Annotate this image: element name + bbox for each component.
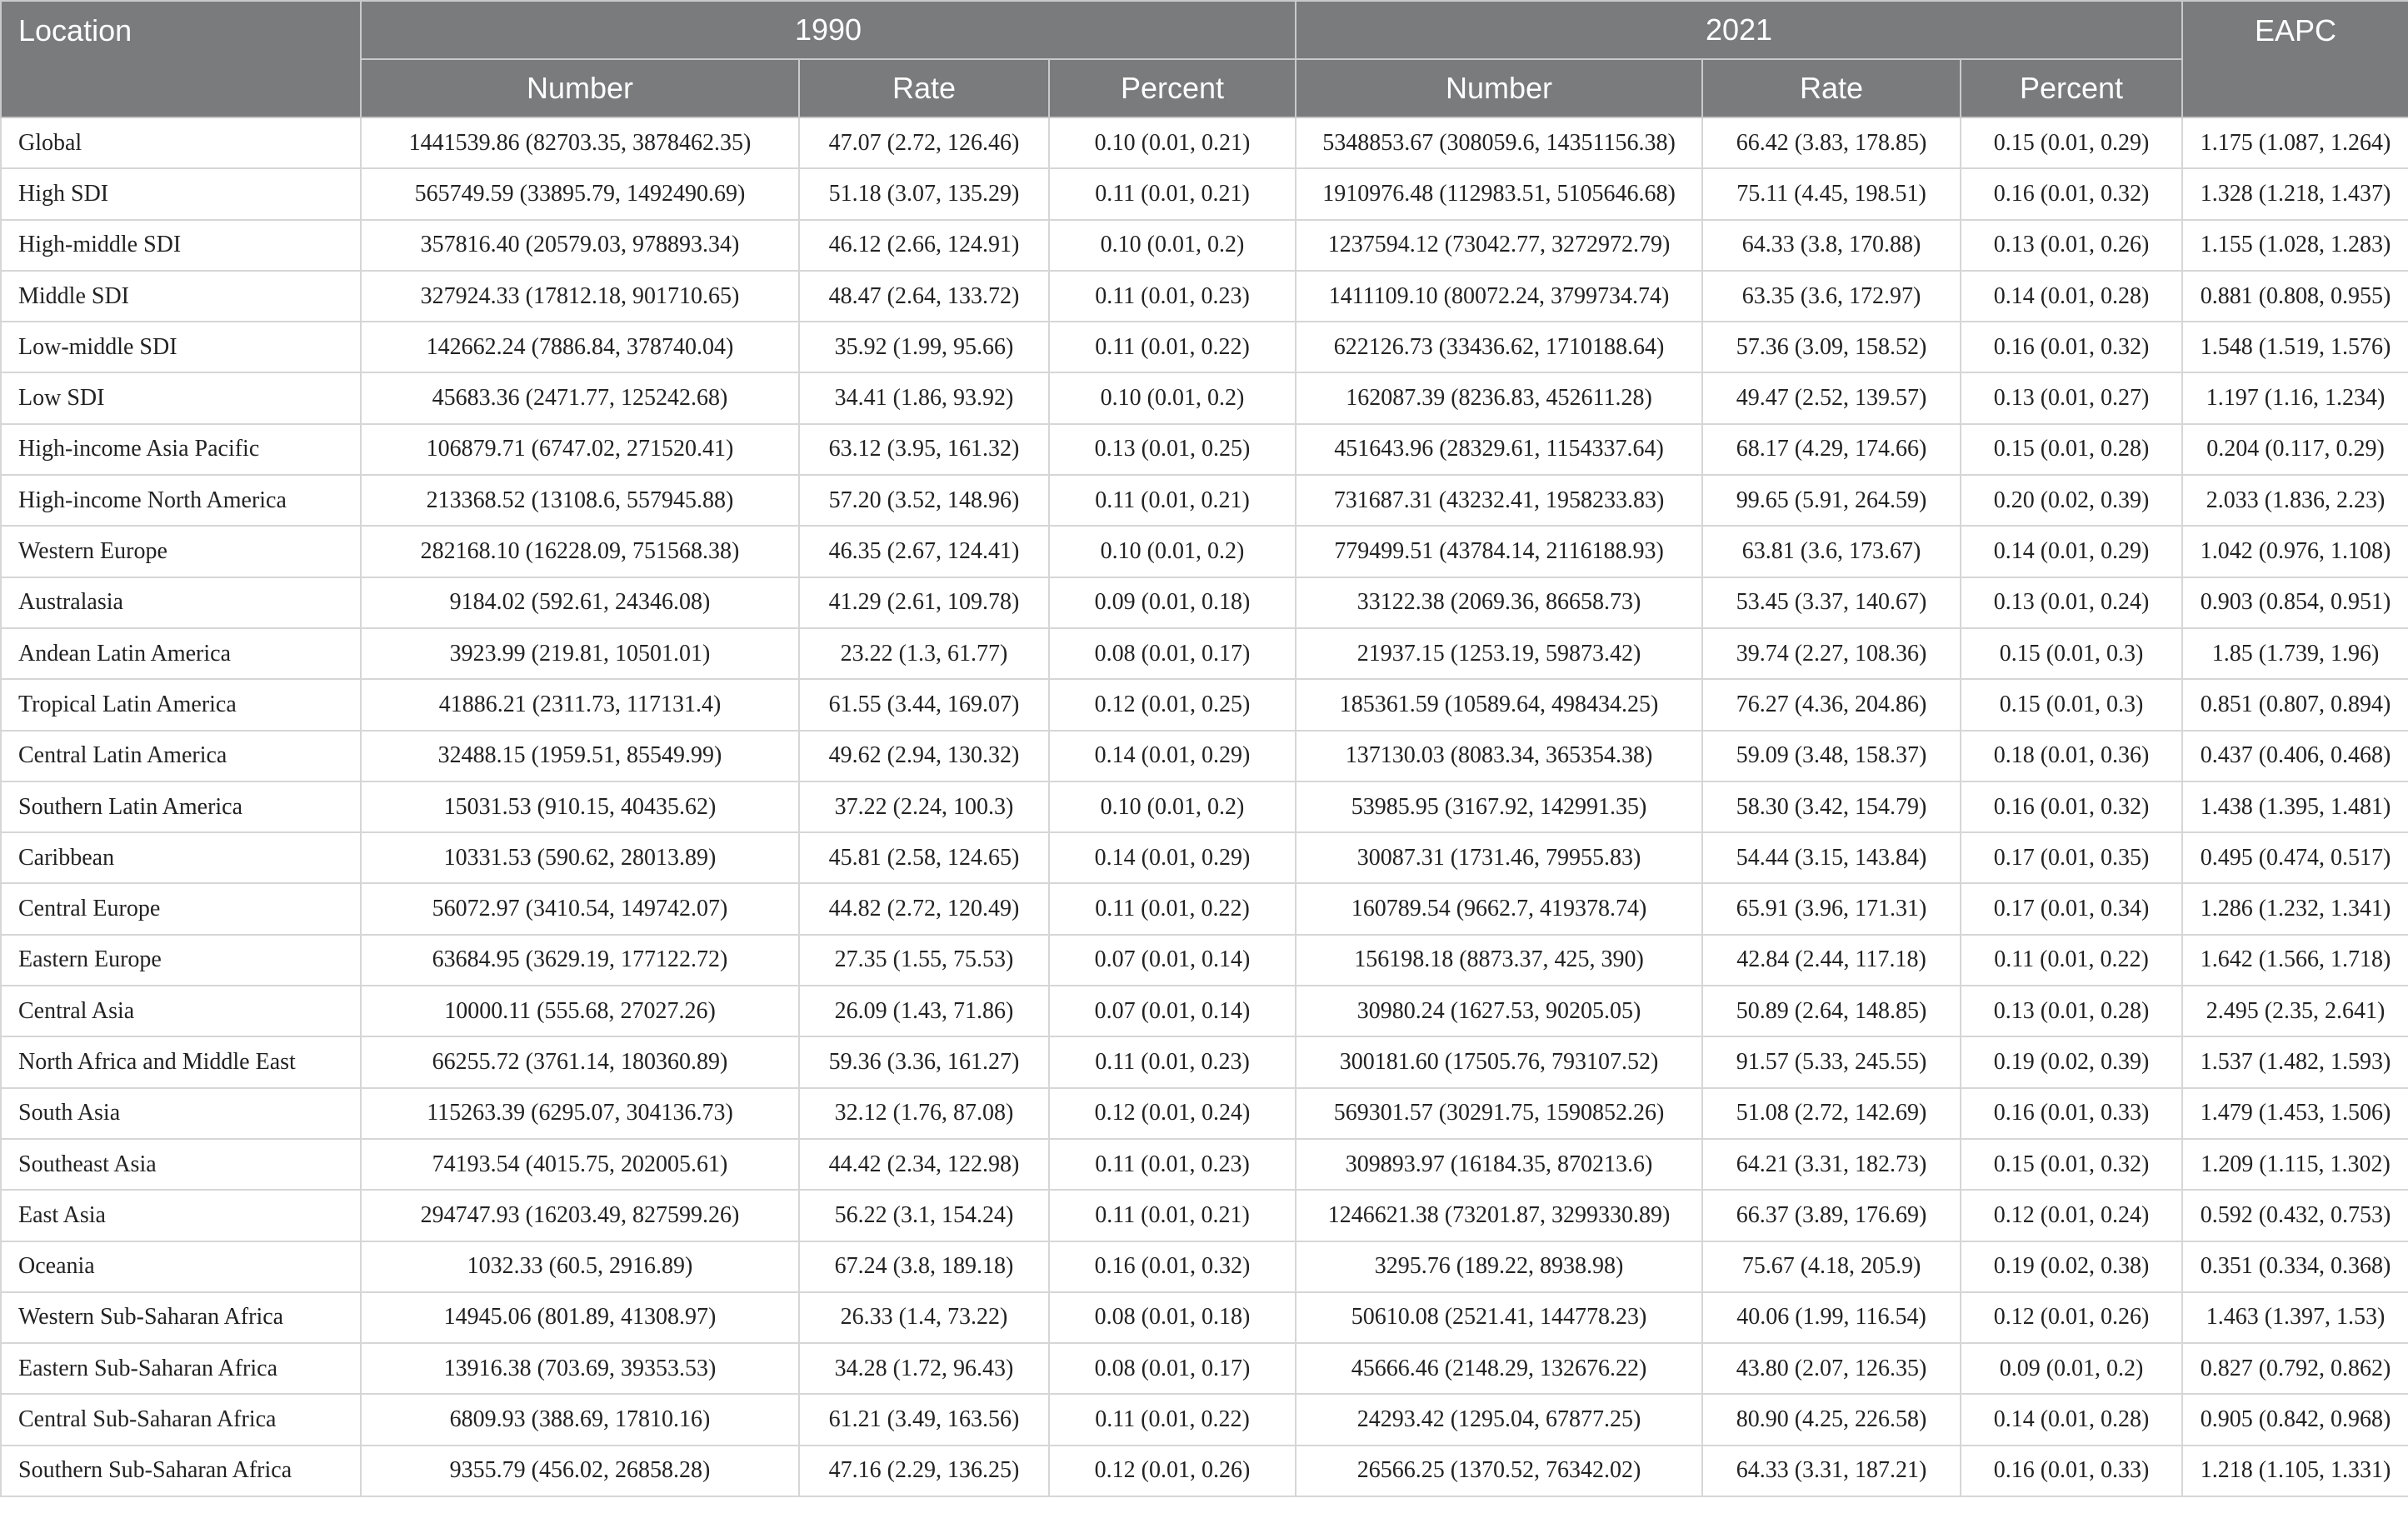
rate-2021-cell: 54.44 (3.15, 143.84) xyxy=(1702,832,1961,883)
location-cell: Western Sub-Saharan Africa xyxy=(1,1292,361,1343)
percent-1990-cell: 0.11 (0.01, 0.23) xyxy=(1049,271,1296,322)
eapc-cell: 0.851 (0.807, 0.894) xyxy=(2182,679,2408,730)
rate-2021-cell: 63.81 (3.6, 173.67) xyxy=(1702,526,1961,577)
percent-1990-cell: 0.14 (0.01, 0.29) xyxy=(1049,832,1296,883)
table-row xyxy=(1,372,2408,423)
rate-2021-cell: 75.67 (4.18, 205.9) xyxy=(1702,1241,1961,1292)
percent-1990-cell: 0.11 (0.01, 0.22) xyxy=(1049,883,1296,934)
header-location: Location xyxy=(1,1,361,117)
rate-2021-cell: 58.30 (3.42, 154.79) xyxy=(1702,781,1961,832)
percent-1990-cell: 0.10 (0.01, 0.2) xyxy=(1049,220,1296,271)
percent-1990-cell: 0.11 (0.01, 0.22) xyxy=(1049,1394,1296,1445)
number-1990-cell: 213368.52 (13108.6, 557945.88) xyxy=(361,475,799,526)
rate-1990-cell: 27.35 (1.55, 75.53) xyxy=(799,935,1049,986)
percent-1990-cell: 0.08 (0.01, 0.17) xyxy=(1049,628,1296,679)
table-row xyxy=(1,475,2408,526)
table-row xyxy=(1,1139,2408,1190)
percent-2021-cell: 0.15 (0.01, 0.3) xyxy=(1961,679,2182,730)
number-1990-cell: 41886.21 (2311.73, 117131.4) xyxy=(361,679,799,730)
location-cell: Central Latin America xyxy=(1,731,361,781)
rate-1990-cell: 47.16 (2.29, 136.25) xyxy=(799,1446,1049,1496)
rate-1990-cell: 34.28 (1.72, 96.43) xyxy=(799,1343,1049,1394)
percent-2021-cell: 0.17 (0.01, 0.35) xyxy=(1961,832,2182,883)
table-row xyxy=(1,1343,2408,1394)
table-row xyxy=(1,322,2408,372)
number-2021-cell: 160789.54 (9662.7, 419378.74) xyxy=(1296,883,1702,934)
percent-2021-cell: 0.20 (0.02, 0.39) xyxy=(1961,475,2182,526)
rate-1990-cell: 41.29 (2.61, 109.78) xyxy=(799,577,1049,628)
table-row xyxy=(1,832,2408,883)
table-row xyxy=(1,526,2408,577)
header-eapc: EAPC xyxy=(2182,1,2408,117)
table-row xyxy=(1,781,2408,832)
number-1990-cell: 282168.10 (16228.09, 751568.38) xyxy=(361,526,799,577)
rate-2021-cell: 43.80 (2.07, 126.35) xyxy=(1702,1343,1961,1394)
number-2021-cell: 1246621.38 (73201.87, 3299330.89) xyxy=(1296,1190,1702,1241)
table-row xyxy=(1,986,2408,1036)
rate-1990-cell: 48.47 (2.64, 133.72) xyxy=(799,271,1049,322)
rate-1990-cell: 57.20 (3.52, 148.96) xyxy=(799,475,1049,526)
location-cell: Central Europe xyxy=(1,883,361,934)
percent-2021-cell: 0.12 (0.01, 0.26) xyxy=(1961,1292,2182,1343)
eapc-cell: 1.286 (1.232, 1.341) xyxy=(2182,883,2408,934)
rate-1990-cell: 35.92 (1.99, 95.66) xyxy=(799,322,1049,372)
rate-2021-cell: 91.57 (5.33, 245.55) xyxy=(1702,1036,1961,1087)
header-year-2021: 2021 xyxy=(1296,1,2182,59)
percent-2021-cell: 0.15 (0.01, 0.32) xyxy=(1961,1139,2182,1190)
eapc-cell: 1.155 (1.028, 1.283) xyxy=(2182,220,2408,271)
rate-1990-cell: 49.62 (2.94, 130.32) xyxy=(799,731,1049,781)
percent-1990-cell: 0.08 (0.01, 0.17) xyxy=(1049,1343,1296,1394)
table-body xyxy=(1,117,2408,1496)
number-2021-cell: 779499.51 (43784.14, 2116188.93) xyxy=(1296,526,1702,577)
table-row xyxy=(1,1088,2408,1139)
location-cell: Southern Latin America xyxy=(1,781,361,832)
rate-1990-cell: 37.22 (2.24, 100.3) xyxy=(799,781,1049,832)
number-2021-cell: 45666.46 (2148.29, 132676.22) xyxy=(1296,1343,1702,1394)
location-cell: Southeast Asia xyxy=(1,1139,361,1190)
rate-2021-cell: 99.65 (5.91, 264.59) xyxy=(1702,475,1961,526)
percent-1990-cell: 0.11 (0.01, 0.23) xyxy=(1049,1139,1296,1190)
rate-1990-cell: 44.82 (2.72, 120.49) xyxy=(799,883,1049,934)
eapc-cell: 0.495 (0.474, 0.517) xyxy=(2182,832,2408,883)
rate-2021-cell: 64.33 (3.31, 187.21) xyxy=(1702,1446,1961,1496)
header-number-1990: Number xyxy=(361,59,799,117)
number-1990-cell: 66255.72 (3761.14, 180360.89) xyxy=(361,1036,799,1087)
location-cell: High-middle SDI xyxy=(1,220,361,271)
number-1990-cell: 13916.38 (703.69, 39353.53) xyxy=(361,1343,799,1394)
eapc-cell: 1.479 (1.453, 1.506) xyxy=(2182,1088,2408,1139)
rate-1990-cell: 51.18 (3.07, 135.29) xyxy=(799,168,1049,219)
rate-1990-cell: 61.21 (3.49, 163.56) xyxy=(799,1394,1049,1445)
percent-2021-cell: 0.16 (0.01, 0.32) xyxy=(1961,781,2182,832)
rate-2021-cell: 50.89 (2.64, 148.85) xyxy=(1702,986,1961,1036)
number-2021-cell: 3295.76 (189.22, 8938.98) xyxy=(1296,1241,1702,1292)
rate-1990-cell: 46.12 (2.66, 124.91) xyxy=(799,220,1049,271)
rate-1990-cell: 44.42 (2.34, 122.98) xyxy=(799,1139,1049,1190)
rate-1990-cell: 63.12 (3.95, 161.32) xyxy=(799,424,1049,475)
rate-2021-cell: 66.37 (3.89, 176.69) xyxy=(1702,1190,1961,1241)
percent-2021-cell: 0.15 (0.01, 0.28) xyxy=(1961,424,2182,475)
rate-1990-cell: 26.09 (1.43, 71.86) xyxy=(799,986,1049,1036)
location-cell: Middle SDI xyxy=(1,271,361,322)
table-row xyxy=(1,117,2408,168)
eapc-cell: 2.033 (1.836, 2.23) xyxy=(2182,475,2408,526)
percent-1990-cell: 0.11 (0.01, 0.21) xyxy=(1049,475,1296,526)
rate-2021-cell: 75.11 (4.45, 198.51) xyxy=(1702,168,1961,219)
table-row xyxy=(1,271,2408,322)
rate-2021-cell: 66.42 (3.83, 178.85) xyxy=(1702,117,1961,168)
number-1990-cell: 357816.40 (20579.03, 978893.34) xyxy=(361,220,799,271)
number-2021-cell: 50610.08 (2521.41, 144778.23) xyxy=(1296,1292,1702,1343)
header-rate-1990: Rate xyxy=(799,59,1049,117)
rate-2021-cell: 53.45 (3.37, 140.67) xyxy=(1702,577,1961,628)
header-number-2021: Number xyxy=(1296,59,1702,117)
location-cell: Central Sub-Saharan Africa xyxy=(1,1394,361,1445)
number-2021-cell: 33122.38 (2069.36, 86658.73) xyxy=(1296,577,1702,628)
number-2021-cell: 731687.31 (43232.41, 1958233.83) xyxy=(1296,475,1702,526)
rate-2021-cell: 49.47 (2.52, 139.57) xyxy=(1702,372,1961,423)
eapc-cell: 1.85 (1.739, 1.96) xyxy=(2182,628,2408,679)
number-2021-cell: 1411109.10 (80072.24, 3799734.74) xyxy=(1296,271,1702,322)
percent-2021-cell: 0.19 (0.02, 0.38) xyxy=(1961,1241,2182,1292)
number-1990-cell: 1441539.86 (82703.35, 3878462.35) xyxy=(361,117,799,168)
number-2021-cell: 1237594.12 (73042.77, 3272972.79) xyxy=(1296,220,1702,271)
eapc-cell: 1.209 (1.115, 1.302) xyxy=(2182,1139,2408,1190)
table-row xyxy=(1,883,2408,934)
percent-1990-cell: 0.11 (0.01, 0.22) xyxy=(1049,322,1296,372)
number-1990-cell: 56072.97 (3410.54, 149742.07) xyxy=(361,883,799,934)
table-row xyxy=(1,1394,2408,1445)
table-row xyxy=(1,731,2408,781)
location-cell: Low-middle SDI xyxy=(1,322,361,372)
percent-2021-cell: 0.09 (0.01, 0.2) xyxy=(1961,1343,2182,1394)
eapc-cell: 1.197 (1.16, 1.234) xyxy=(2182,372,2408,423)
rate-2021-cell: 42.84 (2.44, 117.18) xyxy=(1702,935,1961,986)
number-1990-cell: 10000.11 (555.68, 27027.26) xyxy=(361,986,799,1036)
rate-1990-cell: 56.22 (3.1, 154.24) xyxy=(799,1190,1049,1241)
rate-2021-cell: 76.27 (4.36, 204.86) xyxy=(1702,679,1961,730)
percent-2021-cell: 0.14 (0.01, 0.29) xyxy=(1961,526,2182,577)
percent-1990-cell: 0.10 (0.01, 0.21) xyxy=(1049,117,1296,168)
rate-1990-cell: 46.35 (2.67, 124.41) xyxy=(799,526,1049,577)
percent-2021-cell: 0.13 (0.01, 0.28) xyxy=(1961,986,2182,1036)
eapc-cell: 0.903 (0.854, 0.951) xyxy=(2182,577,2408,628)
table-row xyxy=(1,1036,2408,1087)
percent-2021-cell: 0.16 (0.01, 0.33) xyxy=(1961,1446,2182,1496)
percent-2021-cell: 0.19 (0.02, 0.39) xyxy=(1961,1036,2182,1087)
percent-1990-cell: 0.10 (0.01, 0.2) xyxy=(1049,372,1296,423)
rate-2021-cell: 39.74 (2.27, 108.36) xyxy=(1702,628,1961,679)
percent-1990-cell: 0.12 (0.01, 0.24) xyxy=(1049,1088,1296,1139)
number-1990-cell: 45683.36 (2471.77, 125242.68) xyxy=(361,372,799,423)
number-2021-cell: 137130.03 (8083.34, 365354.38) xyxy=(1296,731,1702,781)
number-1990-cell: 106879.71 (6747.02, 271520.41) xyxy=(361,424,799,475)
percent-1990-cell: 0.10 (0.01, 0.2) xyxy=(1049,781,1296,832)
percent-2021-cell: 0.15 (0.01, 0.29) xyxy=(1961,117,2182,168)
percent-2021-cell: 0.15 (0.01, 0.3) xyxy=(1961,628,2182,679)
eapc-cell: 0.592 (0.432, 0.753) xyxy=(2182,1190,2408,1241)
number-1990-cell: 294747.93 (16203.49, 827599.26) xyxy=(361,1190,799,1241)
eapc-cell: 0.204 (0.117, 0.29) xyxy=(2182,424,2408,475)
number-1990-cell: 74193.54 (4015.75, 202005.61) xyxy=(361,1139,799,1190)
rate-1990-cell: 59.36 (3.36, 161.27) xyxy=(799,1036,1049,1087)
eapc-cell: 1.548 (1.519, 1.576) xyxy=(2182,322,2408,372)
percent-1990-cell: 0.12 (0.01, 0.25) xyxy=(1049,679,1296,730)
percent-2021-cell: 0.14 (0.01, 0.28) xyxy=(1961,1394,2182,1445)
number-1990-cell: 142662.24 (7886.84, 378740.04) xyxy=(361,322,799,372)
percent-1990-cell: 0.11 (0.01, 0.23) xyxy=(1049,1036,1296,1087)
eapc-cell: 1.218 (1.105, 1.331) xyxy=(2182,1446,2408,1496)
percent-2021-cell: 0.13 (0.01, 0.24) xyxy=(1961,577,2182,628)
location-cell: Western Europe xyxy=(1,526,361,577)
eapc-cell: 0.351 (0.334, 0.368) xyxy=(2182,1241,2408,1292)
location-cell: Oceania xyxy=(1,1241,361,1292)
percent-2021-cell: 0.13 (0.01, 0.27) xyxy=(1961,372,2182,423)
location-cell: Andean Latin America xyxy=(1,628,361,679)
rate-1990-cell: 26.33 (1.4, 73.22) xyxy=(799,1292,1049,1343)
location-cell: High-income North America xyxy=(1,475,361,526)
rate-2021-cell: 68.17 (4.29, 174.66) xyxy=(1702,424,1961,475)
location-cell: Southern Sub-Saharan Africa xyxy=(1,1446,361,1496)
percent-1990-cell: 0.09 (0.01, 0.18) xyxy=(1049,577,1296,628)
number-1990-cell: 327924.33 (17812.18, 901710.65) xyxy=(361,271,799,322)
table-row xyxy=(1,628,2408,679)
rate-1990-cell: 47.07 (2.72, 126.46) xyxy=(799,117,1049,168)
number-1990-cell: 14945.06 (801.89, 41308.97) xyxy=(361,1292,799,1343)
number-2021-cell: 185361.59 (10589.64, 498434.25) xyxy=(1296,679,1702,730)
percent-1990-cell: 0.16 (0.01, 0.32) xyxy=(1049,1241,1296,1292)
location-cell: South Asia xyxy=(1,1088,361,1139)
percent-2021-cell: 0.11 (0.01, 0.22) xyxy=(1961,935,2182,986)
location-cell: Caribbean xyxy=(1,832,361,883)
percent-1990-cell: 0.08 (0.01, 0.18) xyxy=(1049,1292,1296,1343)
number-2021-cell: 569301.57 (30291.75, 1590852.26) xyxy=(1296,1088,1702,1139)
percent-2021-cell: 0.13 (0.01, 0.26) xyxy=(1961,220,2182,271)
percent-1990-cell: 0.14 (0.01, 0.29) xyxy=(1049,731,1296,781)
rate-2021-cell: 57.36 (3.09, 158.52) xyxy=(1702,322,1961,372)
number-1990-cell: 63684.95 (3629.19, 177122.72) xyxy=(361,935,799,986)
number-1990-cell: 6809.93 (388.69, 17810.16) xyxy=(361,1394,799,1445)
location-cell: Australasia xyxy=(1,577,361,628)
number-2021-cell: 5348853.67 (308059.6, 14351156.38) xyxy=(1296,117,1702,168)
location-cell: Central Asia xyxy=(1,986,361,1036)
rate-2021-cell: 59.09 (3.48, 158.37) xyxy=(1702,731,1961,781)
eapc-cell: 1.463 (1.397, 1.53) xyxy=(2182,1292,2408,1343)
percent-2021-cell: 0.16 (0.01, 0.32) xyxy=(1961,168,2182,219)
percent-1990-cell: 0.13 (0.01, 0.25) xyxy=(1049,424,1296,475)
rate-2021-cell: 65.91 (3.96, 171.31) xyxy=(1702,883,1961,934)
rate-1990-cell: 61.55 (3.44, 169.07) xyxy=(799,679,1049,730)
rate-2021-cell: 63.35 (3.6, 172.97) xyxy=(1702,271,1961,322)
percent-1990-cell: 0.07 (0.01, 0.14) xyxy=(1049,986,1296,1036)
percent-2021-cell: 0.12 (0.01, 0.24) xyxy=(1961,1190,2182,1241)
percent-2021-cell: 0.18 (0.01, 0.36) xyxy=(1961,731,2182,781)
percent-2021-cell: 0.14 (0.01, 0.28) xyxy=(1961,271,2182,322)
number-2021-cell: 156198.18 (8873.37, 425, 390) xyxy=(1296,935,1702,986)
table-row xyxy=(1,220,2408,271)
percent-1990-cell: 0.10 (0.01, 0.2) xyxy=(1049,526,1296,577)
table-row xyxy=(1,168,2408,219)
table-row xyxy=(1,1292,2408,1343)
number-1990-cell: 565749.59 (33895.79, 1492490.69) xyxy=(361,168,799,219)
rate-2021-cell: 64.21 (3.31, 182.73) xyxy=(1702,1139,1961,1190)
header-percent-2021: Percent xyxy=(1961,59,2182,117)
header-percent-1990: Percent xyxy=(1049,59,1296,117)
eapc-cell: 0.827 (0.792, 0.862) xyxy=(2182,1343,2408,1394)
number-2021-cell: 162087.39 (8236.83, 452611.28) xyxy=(1296,372,1702,423)
eapc-cell: 0.437 (0.406, 0.468) xyxy=(2182,731,2408,781)
percent-1990-cell: 0.11 (0.01, 0.21) xyxy=(1049,1190,1296,1241)
number-1990-cell: 10331.53 (590.62, 28013.89) xyxy=(361,832,799,883)
table-row xyxy=(1,935,2408,986)
eapc-cell: 1.642 (1.566, 1.718) xyxy=(2182,935,2408,986)
number-2021-cell: 24293.42 (1295.04, 67877.25) xyxy=(1296,1394,1702,1445)
rate-1990-cell: 67.24 (3.8, 189.18) xyxy=(799,1241,1049,1292)
header-year-1990: 1990 xyxy=(361,1,1296,59)
rate-2021-cell: 51.08 (2.72, 142.69) xyxy=(1702,1088,1961,1139)
table-row xyxy=(1,424,2408,475)
eapc-cell: 1.042 (0.976, 1.108) xyxy=(2182,526,2408,577)
rate-2021-cell: 80.90 (4.25, 226.58) xyxy=(1702,1394,1961,1445)
number-2021-cell: 622126.73 (33436.62, 1710188.64) xyxy=(1296,322,1702,372)
rate-2021-cell: 64.33 (3.8, 170.88) xyxy=(1702,220,1961,271)
eapc-cell: 1.175 (1.087, 1.264) xyxy=(2182,117,2408,168)
location-cell: East Asia xyxy=(1,1190,361,1241)
number-1990-cell: 1032.33 (60.5, 2916.89) xyxy=(361,1241,799,1292)
number-2021-cell: 30087.31 (1731.46, 79955.83) xyxy=(1296,832,1702,883)
eapc-cell: 1.537 (1.482, 1.593) xyxy=(2182,1036,2408,1087)
header-rate-2021: Rate xyxy=(1702,59,1961,117)
eapc-cell: 1.328 (1.218, 1.437) xyxy=(2182,168,2408,219)
number-2021-cell: 451643.96 (28329.61, 1154337.64) xyxy=(1296,424,1702,475)
table-row xyxy=(1,1190,2408,1241)
number-1990-cell: 9184.02 (592.61, 24346.08) xyxy=(361,577,799,628)
rate-1990-cell: 23.22 (1.3, 61.77) xyxy=(799,628,1049,679)
number-1990-cell: 15031.53 (910.15, 40435.62) xyxy=(361,781,799,832)
rate-2021-cell: 40.06 (1.99, 116.54) xyxy=(1702,1292,1961,1343)
number-1990-cell: 32488.15 (1959.51, 85549.99) xyxy=(361,731,799,781)
percent-2021-cell: 0.17 (0.01, 0.34) xyxy=(1961,883,2182,934)
number-1990-cell: 3923.99 (219.81, 10501.01) xyxy=(361,628,799,679)
table-row xyxy=(1,577,2408,628)
number-2021-cell: 26566.25 (1370.52, 76342.02) xyxy=(1296,1446,1702,1496)
rate-1990-cell: 32.12 (1.76, 87.08) xyxy=(799,1088,1049,1139)
eapc-cell: 0.905 (0.842, 0.968) xyxy=(2182,1394,2408,1445)
number-2021-cell: 300181.60 (17505.76, 793107.52) xyxy=(1296,1036,1702,1087)
location-cell: Eastern Europe xyxy=(1,935,361,986)
number-1990-cell: 9355.79 (456.02, 26858.28) xyxy=(361,1446,799,1496)
location-cell: Tropical Latin America xyxy=(1,679,361,730)
number-1990-cell: 115263.39 (6295.07, 304136.73) xyxy=(361,1088,799,1139)
location-cell: High SDI xyxy=(1,168,361,219)
table-row xyxy=(1,1446,2408,1496)
location-cell: High-income Asia Pacific xyxy=(1,424,361,475)
location-cell: North Africa and Middle East xyxy=(1,1036,361,1087)
table-row xyxy=(1,679,2408,730)
number-2021-cell: 309893.97 (16184.35, 870213.6) xyxy=(1296,1139,1702,1190)
number-2021-cell: 30980.24 (1627.53, 90205.05) xyxy=(1296,986,1702,1036)
percent-1990-cell: 0.07 (0.01, 0.14) xyxy=(1049,935,1296,986)
table-header xyxy=(1,1,2408,117)
location-cell: Eastern Sub-Saharan Africa xyxy=(1,1343,361,1394)
number-2021-cell: 21937.15 (1253.19, 59873.42) xyxy=(1296,628,1702,679)
table-row xyxy=(1,1241,2408,1292)
percent-2021-cell: 0.16 (0.01, 0.33) xyxy=(1961,1088,2182,1139)
location-cell: Low SDI xyxy=(1,372,361,423)
eapc-cell: 1.438 (1.395, 1.481) xyxy=(2182,781,2408,832)
rate-1990-cell: 34.41 (1.86, 93.92) xyxy=(799,372,1049,423)
location-cell: Global xyxy=(1,117,361,168)
rate-1990-cell: 45.81 (2.58, 124.65) xyxy=(799,832,1049,883)
percent-1990-cell: 0.12 (0.01, 0.26) xyxy=(1049,1446,1296,1496)
percent-1990-cell: 0.11 (0.01, 0.21) xyxy=(1049,168,1296,219)
number-2021-cell: 53985.95 (3167.92, 142991.35) xyxy=(1296,781,1702,832)
eapc-cell: 0.881 (0.808, 0.955) xyxy=(2182,271,2408,322)
number-2021-cell: 1910976.48 (112983.51, 5105646.68) xyxy=(1296,168,1702,219)
eapc-cell: 2.495 (2.35, 2.641) xyxy=(2182,986,2408,1036)
percent-2021-cell: 0.16 (0.01, 0.32) xyxy=(1961,322,2182,372)
